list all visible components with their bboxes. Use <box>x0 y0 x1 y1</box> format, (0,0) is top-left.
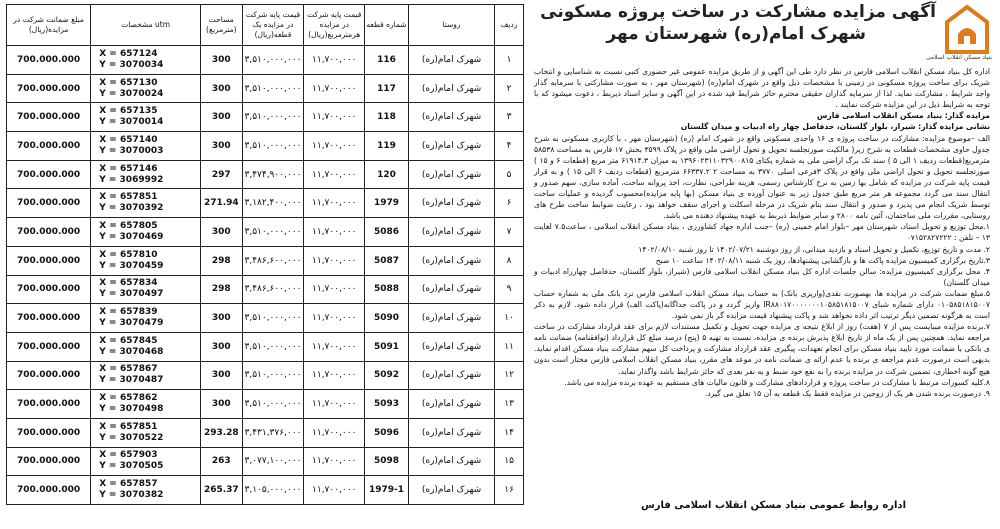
row-number-cell: ۱۱ <box>495 332 524 361</box>
area-cell: 298 <box>201 275 243 304</box>
village-cell: شهرک امام(ره) <box>408 418 494 447</box>
auctioneer-line: مزایده گذار: بنیاد مسکن انقلاب اسلامی فارس <box>816 111 990 121</box>
table-row <box>7 189 524 218</box>
utm-x: X = 657124 <box>99 48 158 59</box>
col-lot-price: قیمت پایه شرکت در مزایده یک قطعه(ریال) <box>242 5 304 46</box>
row-number-cell: ۱۰ <box>495 304 524 333</box>
base-price-cell: ۱۱,۷۰۰,۰۰۰ <box>304 447 365 476</box>
table-row <box>7 46 524 75</box>
table-row <box>7 390 524 419</box>
base-price-cell: ۱۱,۷۰۰,۰۰۰ <box>304 160 365 189</box>
deposit-cell: 700.000.000 <box>7 103 91 132</box>
lot-number-cell: 120 <box>365 160 409 189</box>
base-price-cell: ۱۱,۷۰۰,۰۰۰ <box>304 74 365 103</box>
clause-5: ۵.مبلغ ضمانت شرکت در مزایده ها، بهصورت نقدی(واریزی بانک) به حساب بنیاد مسکن انقلاب اسلامی فارس نزد بانک ملی به شماره حساب ۰۱۰۵۸۵۱۸۱۵۰۰۷ دارای شماره شبای IR۸۸۰۱۷۰۰۰۰۰۰۰۱۰۵۸۵۱۸۱۵۰۰۷ واریز گردد و در پاکت جداگانه(پاکت الف) قرار داده شود. لازم به ذکر است به هرگونه تضمین دیگر ترتیب اثر داده نخواهد شد و پاکت پیشنهاد قیمت مزایده گر باز نمی شود. <box>534 288 990 321</box>
table-row <box>7 304 524 333</box>
deposit-cell: 700.000.000 <box>7 304 91 333</box>
subject-paragraph: الف –موضوع مزایده: مشارکت در ساخت پروژه ی ۱۶ واحدی مسکونی واقع در شهرک امام (ره) (شهرستان مهر ، با کاربری مسکونی به شرح جدول حاوی مشخصات قطعات به شرح زیر( مالکیت صورتجلسه تحویل و تحول اراضی ملی واقع در پلاک ۳۵۹۹ بخش ۱۷ فارس به مساحت ۵۸۵۳۸ مترمربع(قطعات ردیف ۱ الی ۵ ) سند تک برگ اراضی ملی به شماره یکتای ۱۳۹۶۰۲۳۱۱۰۳۲۹۰۰۸۱۵ به میزان ۶۱۹۱۴.۳ متر مربع (قطعات ۶ و ۱۵ ) صورتجلسه تحویل و تحول اراضی ملی واقع در پلاک ۳فرعی اصلی ۳۷۷۰ به مساحت ۲ ۶۶۳۳۷.۲ مترمربع (قطعات ردیف ۶ الی ۱۵ ) و به قرار قیمت پایه شرکت در مزایده که شامل بها زمین به نرخ کارشناس رسمی، هزینه طراحی، نظارت، اخذ پروانه ساخت، آماده سازی، سهم صدور و انتقال سند می گردد مجموعه هر متر مربع طبق جدول زیر به عنوان آورده ی بنیاد مسکن (بها پایه مزایده)محسوب گردیده و عملیات ساخت توسط شریک انجام می پذیرد و صدور و انتقال سند بنام شریک در مرحله اسکلت و اجرای سقف خواهد بود ، رعایت ضوابط ساخت طرح های روستایی، مقررات ملی ساختمان، آئین نامه ۲۸۰۰ و سایر ضوابط ذیربط به عهده پیشنهاد دهنده می باشد. <box>534 133 991 221</box>
area-cell: 300 <box>201 218 243 247</box>
lot-number-cell: 5098 <box>365 447 409 476</box>
footer-signature: اداره روابط عمومی بنیاد مسکن انقلاب اسلامی فارس <box>640 500 906 511</box>
utm-y: Y = 3070487 <box>99 375 164 386</box>
notice-body <box>534 66 990 399</box>
utm-y: Y = 3070505 <box>99 461 164 472</box>
table-header-row <box>7 5 524 46</box>
col-utm: مشخصات utm <box>91 5 201 46</box>
utm-cell <box>91 304 201 333</box>
deposit-cell: 700.000.000 <box>7 447 91 476</box>
lot-price-cell: ۳,۵۱۰,۰۰۰,۰۰۰ <box>242 74 304 103</box>
bonyad-maskan-logo-icon <box>944 4 990 56</box>
village-cell: شهرک امام(ره) <box>408 103 494 132</box>
lot-price-cell: ۳,۵۱۰,۰۰۰,۰۰۰ <box>242 361 304 390</box>
col-village: روستا <box>408 5 494 46</box>
area-cell: 293.28 <box>201 418 243 447</box>
utm-cell <box>91 46 201 75</box>
lot-price-cell: ۳,۵۱۰,۰۰۰,۰۰۰ <box>242 332 304 361</box>
row-number-cell: ۵ <box>495 160 524 189</box>
lot-number-cell: 5096 <box>365 418 409 447</box>
row-number-cell: ۱ <box>495 46 524 75</box>
clause-4: ۴. محل برگزاری کمیسیون مزایده: سالن جلسات اداره کل بنیاد مسکن انقلاب اسلامی فارس (شیراز، بلوار گلستان، حدفاصل چهارراه ادبیات و میدان گلستان) <box>534 266 990 287</box>
table-row <box>7 275 524 304</box>
clause-8: ۸.کلیه کسورات مرتبط با مشارکت در ساخت پروژه و قراردادهای مشارکت و قانون مالیات های مستقیم به عهده برنده مزایده می باشد. <box>564 377 990 387</box>
lot-price-cell: ۳,۵۱۰,۰۰۰,۰۰۰ <box>242 103 304 132</box>
base-price-cell: ۱۱,۷۰۰,۰۰۰ <box>304 275 365 304</box>
row-number-cell: ۷ <box>495 218 524 247</box>
utm-cell <box>91 418 201 447</box>
table-row <box>7 476 524 505</box>
utm-x: X = 657851 <box>99 192 158 203</box>
utm-x: X = 657903 <box>99 450 158 461</box>
intro-paragraph: اداره کل بنیاد مسکن انقلاب اسلامی فارس در نظر دارد طی این آگهی و از طریق مزایده عمومی غیر حضوری کتبی نسبت به شناسایی و انتخاب شریک برای ساخت پروژه مسکونی در زمینی با مشخصات ذیل واقع در شهرک امام(ره) (شهرستان مهر ، به صورت مشارکتی با سرمایه گذار واجد شرایط ، مشارکت نماید. لذا از سرمایه گذاران حقیقی محترم حائز شرایط قید شده در این آگهی و سایر اسناد ذیربط ، دعوت میشود که با توجه به شرایط ذیل در این مزایده شرکت نمایند . <box>534 67 990 110</box>
utm-x: X = 657845 <box>99 335 158 346</box>
row-number-cell: ۶ <box>495 189 524 218</box>
table-body <box>7 46 524 505</box>
utm-y: Y = 3070392 <box>99 203 164 214</box>
base-price-cell: ۱۱,۷۰۰,۰۰۰ <box>304 218 365 247</box>
lot-number-cell: 117 <box>365 74 409 103</box>
utm-x: X = 657834 <box>99 278 158 289</box>
base-price-cell: ۱۱,۷۰۰,۰۰۰ <box>304 103 365 132</box>
lot-price-cell: ۳,۵۱۰,۰۰۰,۰۰۰ <box>242 46 304 75</box>
lot-number-cell: 116 <box>365 46 409 75</box>
deposit-cell: 700.000.000 <box>7 132 91 161</box>
col-area: مساحت (مترمربع) <box>201 5 243 46</box>
village-cell: شهرک امام(ره) <box>408 275 494 304</box>
col-base-price: قیمت پایه شرکت در مزایده هرمترمربع(ریال) <box>304 5 365 46</box>
notice-subtitle: شهرک امام(ره) شهرستان مهر <box>606 24 866 44</box>
utm-cell <box>91 275 201 304</box>
lot-price-cell: ۳,۴۷۴,۹۰۰,۰۰۰ <box>242 160 304 189</box>
utm-cell <box>91 132 201 161</box>
utm-y: Y = 3070479 <box>99 318 164 329</box>
lot-number-cell: 1979 <box>365 189 409 218</box>
row-number-cell: ۱۵ <box>495 447 524 476</box>
utm-x: X = 657867 <box>99 364 158 375</box>
utm-y: Y = 3070034 <box>99 59 164 70</box>
base-price-cell: ۱۱,۷۰۰,۰۰۰ <box>304 304 365 333</box>
logo-caption: بنیاد مسکن انقلاب اسلامی <box>925 54 992 61</box>
utm-cell <box>91 447 201 476</box>
base-price-cell: ۱۱,۷۰۰,۰۰۰ <box>304 476 365 505</box>
lot-price-cell: ۳,۴۸۶,۶۰۰,۰۰۰ <box>242 275 304 304</box>
village-cell: شهرک امام(ره) <box>408 361 494 390</box>
table-row <box>7 218 524 247</box>
row-number-cell: ۹ <box>495 275 524 304</box>
deposit-cell: 700.000.000 <box>7 418 91 447</box>
village-cell: شهرک امام(ره) <box>408 390 494 419</box>
utm-y: Y = 3069992 <box>99 174 164 185</box>
utm-y: Y = 3070522 <box>99 432 164 443</box>
utm-y: Y = 3070497 <box>99 289 164 300</box>
base-price-cell: ۱۱,۷۰۰,۰۰۰ <box>304 246 365 275</box>
row-number-cell: ۳ <box>495 103 524 132</box>
lot-number-cell: 5087 <box>365 246 409 275</box>
deposit-cell: 700.000.000 <box>7 332 91 361</box>
utm-x: X = 657140 <box>99 134 158 145</box>
row-number-cell: ۱۶ <box>495 476 524 505</box>
area-cell: 298 <box>201 246 243 275</box>
utm-x: X = 657146 <box>99 163 158 174</box>
utm-y: Y = 3070003 <box>99 145 164 156</box>
clause-1: ۱.محل توزیع و تحویل اسناد، شهرستان مهر –بلوار امام خمینی (ره) –جنب اداره جهاد کشاورزی ، بنیاد مسکن انقلاب اسلامی ، ساعت۷.۵ لغایت ۱۳ – تلفن : ۰۷۱۵۲۸۲۷۲۲۲ <box>534 222 991 243</box>
table-row <box>7 74 524 103</box>
utm-y: Y = 3070024 <box>99 88 164 99</box>
village-cell: شهرک امام(ره) <box>408 160 494 189</box>
table-row <box>7 332 524 361</box>
auction-table <box>6 4 524 505</box>
village-cell: شهرک امام(ره) <box>408 132 494 161</box>
area-cell: 300 <box>201 390 243 419</box>
table-row <box>7 132 524 161</box>
utm-cell <box>91 390 201 419</box>
utm-y: Y = 3070014 <box>99 117 164 128</box>
area-cell: 300 <box>201 74 243 103</box>
lot-number-cell: 5093 <box>365 390 409 419</box>
utm-y: Y = 3070498 <box>99 404 164 415</box>
utm-cell <box>91 189 201 218</box>
col-deposit: مبلغ ضمانت شرکت در مزایده(ریال) <box>7 5 91 46</box>
row-number-cell: ۱۴ <box>495 418 524 447</box>
deposit-cell: 700.000.000 <box>7 361 91 390</box>
table-row <box>7 246 524 275</box>
lot-price-cell: ۳,۰۷۷,۱۰۰,۰۰۰ <box>242 447 304 476</box>
base-price-cell: ۱۱,۷۰۰,۰۰۰ <box>304 189 365 218</box>
utm-y: Y = 3070382 <box>99 490 164 501</box>
utm-x: X = 657805 <box>99 220 158 231</box>
utm-x: X = 657130 <box>99 77 158 88</box>
utm-y: Y = 3070468 <box>99 346 164 357</box>
base-price-cell: ۱۱,۷۰۰,۰۰۰ <box>304 332 365 361</box>
lot-price-cell: ۳,۵۱۰,۰۰۰,۰۰۰ <box>242 132 304 161</box>
lot-price-cell: ۳,۴۸۶,۶۰۰,۰۰۰ <box>242 246 304 275</box>
utm-x: X = 657839 <box>99 307 158 318</box>
area-cell: 300 <box>201 361 243 390</box>
lot-price-cell: ۳,۵۱۰,۰۰۰,۰۰۰ <box>242 390 304 419</box>
row-number-cell: ۸ <box>495 246 524 275</box>
deposit-cell: 700.000.000 <box>7 218 91 247</box>
base-price-cell: ۱۱,۷۰۰,۰۰۰ <box>304 390 365 419</box>
deposit-cell: 700.000.000 <box>7 74 91 103</box>
base-price-cell: ۱۱,۷۰۰,۰۰۰ <box>304 132 365 161</box>
lot-number-cell: 118 <box>365 103 409 132</box>
village-cell: شهرک امام(ره) <box>408 74 494 103</box>
clause-2: ۲. مدت و تاریخ توزیع، تکمیل و تحویل اسناد و بازدید میدانی، از روز دوشنبه ۱۴۰۲/۰۷/۲۱ تا روز شنبه ۱۴۰۲/۰۸/۱۰ <box>638 244 990 254</box>
village-cell: شهرک امام(ره) <box>408 332 494 361</box>
clause-7: ۷.برنده مزایده میبایست پس از ۷ (هفت) روز از ابلاغ نتیجه ی مزایده جهت تحویل و تکمیل مستندات لازم برای عقد قرارداد مشارکت در ساخت مراجعه نماید. همچنین پس از یک ماه از تاریخ ابلاغ پذیرش برنده ی مزایده، نسبت به تهیه ۵ (پنج) درصد مبلغ کل قرارداد (توافقنامه) ضمانت نامه ی بانکی یا ضمانت مورد تایید بنیاد مسکن برای انجام تعهدات، پیگیری عقد قرارداد مشارکت و پرداخت کل سهم مشارکت بنیاد مسکن اقدام نماید. بدیهی است درصورت عدم مراجعه ی برنده یا عدم ارائه ی ضمانت نامه در موعد های مقرر، بنیاد مسکن انقلاب اسلامی فارس مختار است بدون هیچ گونه اخطاری، تضمین شرکت در مزایده برنده را به نفع خود ضبط و به نفر بعدی که حائز شرایط باشد واگذار نماید. <box>534 322 990 376</box>
area-cell: 300 <box>201 46 243 75</box>
row-number-cell: ۱۲ <box>495 361 524 390</box>
area-cell: 300 <box>201 304 243 333</box>
clause-9: ۹. درصورت برنده شدن هر یک از زوجین در مزایده فقط یک قطعه به آن ۱۵ تعلق می گیرد. <box>704 388 990 398</box>
utm-cell <box>91 103 201 132</box>
village-cell: شهرک امام(ره) <box>408 218 494 247</box>
area-cell: 271.94 <box>201 189 243 218</box>
table-row <box>7 103 524 132</box>
deposit-cell: 700.000.000 <box>7 46 91 75</box>
base-price-cell: ۱۱,۷۰۰,۰۰۰ <box>304 361 365 390</box>
lot-price-cell: ۳,۴۳۱,۳۷۶,۰۰۰ <box>242 418 304 447</box>
row-number-cell: ۱۳ <box>495 390 524 419</box>
row-number-cell: ۴ <box>495 132 524 161</box>
base-price-cell: ۱۱,۷۰۰,۰۰۰ <box>304 418 365 447</box>
lot-number-cell: 119 <box>365 132 409 161</box>
village-cell: شهرک امام(ره) <box>408 304 494 333</box>
utm-cell <box>91 361 201 390</box>
lot-number-cell: 1979-1 <box>365 476 409 505</box>
utm-x: X = 657135 <box>99 106 158 117</box>
lot-price-cell: ۳,۱۸۲,۴۰۰,۰۰۰ <box>242 189 304 218</box>
village-cell: شهرک امام(ره) <box>408 447 494 476</box>
row-number-cell: ۲ <box>495 74 524 103</box>
village-cell: شهرک امام(ره) <box>408 46 494 75</box>
utm-cell <box>91 476 201 505</box>
area-cell: 263 <box>201 447 243 476</box>
deposit-cell: 700.000.000 <box>7 160 91 189</box>
utm-y: Y = 3070459 <box>99 260 164 271</box>
lot-price-cell: ۳,۱۰۵,۰۰۰,۰۰۰ <box>242 476 304 505</box>
table-row <box>7 361 524 390</box>
deposit-cell: 700.000.000 <box>7 246 91 275</box>
area-cell: 300 <box>201 103 243 132</box>
col-lot-number: شماره قطعه <box>365 5 409 46</box>
area-cell: 300 <box>201 332 243 361</box>
lot-number-cell: 5088 <box>365 275 409 304</box>
base-price-cell: ۱۱,۷۰۰,۰۰۰ <box>304 46 365 75</box>
notice-title: آگهی مزایده مشارکت در ساخت پروژه مسکونی <box>540 2 936 22</box>
table-row <box>7 160 524 189</box>
utm-cell <box>91 332 201 361</box>
deposit-cell: 700.000.000 <box>7 189 91 218</box>
utm-x: X = 657857 <box>99 479 158 490</box>
lot-price-cell: ۳,۵۱۰,۰۰۰,۰۰۰ <box>242 218 304 247</box>
deposit-cell: 700.000.000 <box>7 390 91 419</box>
deposit-cell: 700.000.000 <box>7 275 91 304</box>
lot-number-cell: 5086 <box>365 218 409 247</box>
area-cell: 265.37 <box>201 476 243 505</box>
clause-3: ۳.تاریخ برگزاری کمیسیون مزایده پاکت ها و بازگشایی پیشنهادها، روز یک شنبه ۱۴۰۲/۰۸/۱۱ ساعت ۱۰ صبح <box>655 255 990 265</box>
table-row <box>7 418 524 447</box>
deposit-cell: 700.000.000 <box>7 476 91 505</box>
lot-number-cell: 5091 <box>365 332 409 361</box>
lot-number-cell: 5090 <box>365 304 409 333</box>
utm-x: X = 657862 <box>99 393 158 404</box>
utm-cell <box>91 74 201 103</box>
village-cell: شهرک امام(ره) <box>408 189 494 218</box>
table-row <box>7 447 524 476</box>
utm-cell <box>91 246 201 275</box>
lot-number-cell: 5092 <box>365 361 409 390</box>
lot-price-cell: ۳,۵۱۰,۰۰۰,۰۰۰ <box>242 304 304 333</box>
area-cell: 300 <box>201 132 243 161</box>
utm-y: Y = 3070469 <box>99 231 164 242</box>
utm-cell <box>91 160 201 189</box>
area-cell: 297 <box>201 160 243 189</box>
village-cell: شهرک امام(ره) <box>408 476 494 505</box>
utm-cell <box>91 218 201 247</box>
address-line: نشانی مزایده گذار: شیراز، بلوار گلستان، حدفاصل چهار راه ادبیات و میدان گلستان <box>680 122 990 132</box>
notice-text-column <box>530 0 996 529</box>
utm-x: X = 657851 <box>99 421 158 432</box>
col-row: ردیف <box>495 5 524 46</box>
village-cell: شهرک امام(ره) <box>408 246 494 275</box>
utm-x: X = 657810 <box>99 249 158 260</box>
